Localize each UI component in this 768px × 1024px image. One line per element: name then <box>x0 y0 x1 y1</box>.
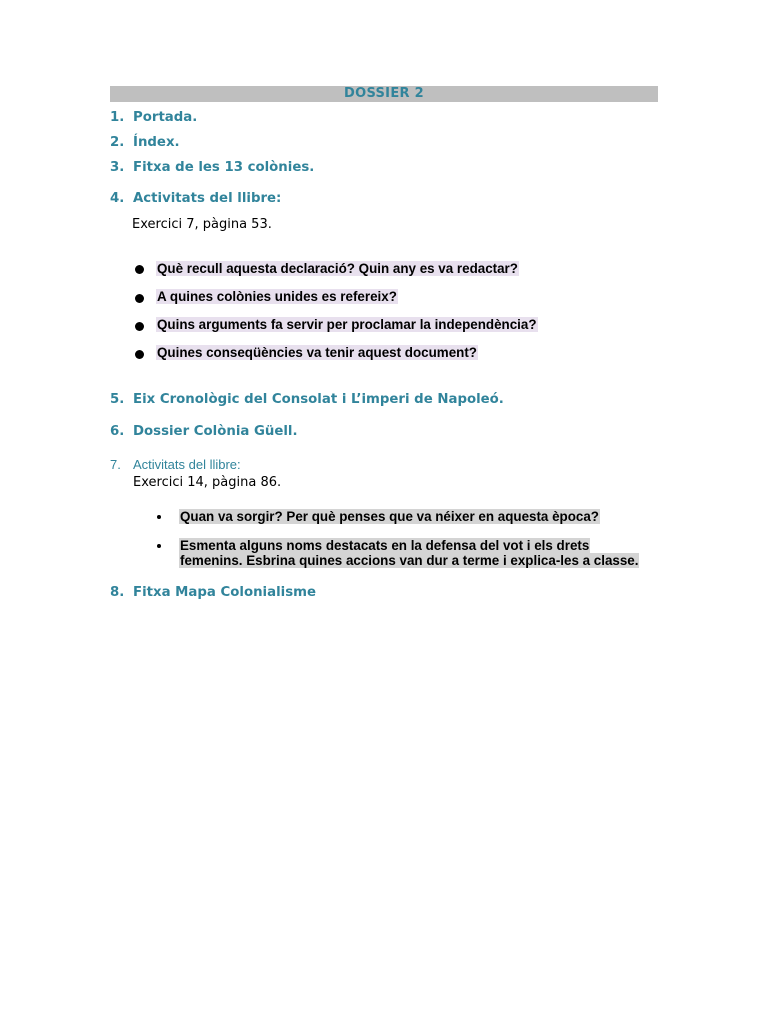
list-item <box>110 423 298 441</box>
list-item <box>110 134 180 152</box>
item-label: Índex. <box>133 135 180 150</box>
question-text: Quan va sorgir? Per què penses que va néixer en aquesta època? <box>180 509 599 524</box>
item-number: 1. <box>110 110 125 125</box>
item-label: Activitats del llibre: <box>133 457 241 472</box>
item-number: 8. <box>110 585 125 600</box>
bullet-icon <box>157 515 161 519</box>
list-item <box>110 109 197 127</box>
question-item <box>179 509 600 524</box>
question-text: Què recull aquesta declaració? Quin any es va redactar? <box>157 261 518 276</box>
list-item <box>110 456 241 474</box>
question-item <box>156 261 519 276</box>
item-number: 6. <box>110 424 125 439</box>
question-text: femenins. Esbrina quines accions van dur a terme i explica-les a classe. <box>180 553 639 568</box>
item-label: Portada. <box>133 110 198 125</box>
item-number: 7. <box>110 457 121 472</box>
list-item <box>110 584 316 602</box>
question-item <box>156 317 538 332</box>
item-label: Fitxa Mapa Colonialisme <box>133 585 316 600</box>
bullet-icon <box>135 294 144 303</box>
list-item <box>110 190 281 208</box>
question-item-continued <box>179 553 639 568</box>
item-label: Eix Cronològic del Consolat i L’imperi de Napoleó. <box>133 392 504 407</box>
question-text: Esmenta alguns noms destacats en la defensa del vot i els drets <box>180 538 590 553</box>
item-number: 2. <box>110 135 125 150</box>
list-item <box>110 159 314 177</box>
question-item <box>156 289 398 304</box>
item-number: 4. <box>110 191 125 206</box>
question-text: A quines colònies unides es refereix? <box>157 289 397 304</box>
bullet-icon <box>135 265 144 274</box>
item-number: 5. <box>110 392 125 407</box>
item-number: 3. <box>110 160 125 175</box>
item-label: Activitats del llibre: <box>133 191 282 206</box>
page-title: DOSSIER 2 <box>110 86 658 102</box>
question-item <box>156 345 478 360</box>
item-label: Dossier Colònia Güell. <box>133 424 298 439</box>
item-label: Fitxa de les 13 colònies. <box>133 160 315 175</box>
exercise-reference: Exercici 7, pàgina 53. <box>132 217 272 232</box>
question-text: Quines conseqüències va tenir aquest document? <box>157 345 477 360</box>
question-text: Quins arguments fa servir per proclamar la independència? <box>157 317 537 332</box>
bullet-icon <box>157 544 161 548</box>
bullet-icon <box>135 322 144 331</box>
question-item <box>179 538 590 553</box>
list-item <box>110 391 504 409</box>
exercise-reference: Exercici 14, pàgina 86. <box>133 475 282 490</box>
bullet-icon <box>135 350 144 359</box>
